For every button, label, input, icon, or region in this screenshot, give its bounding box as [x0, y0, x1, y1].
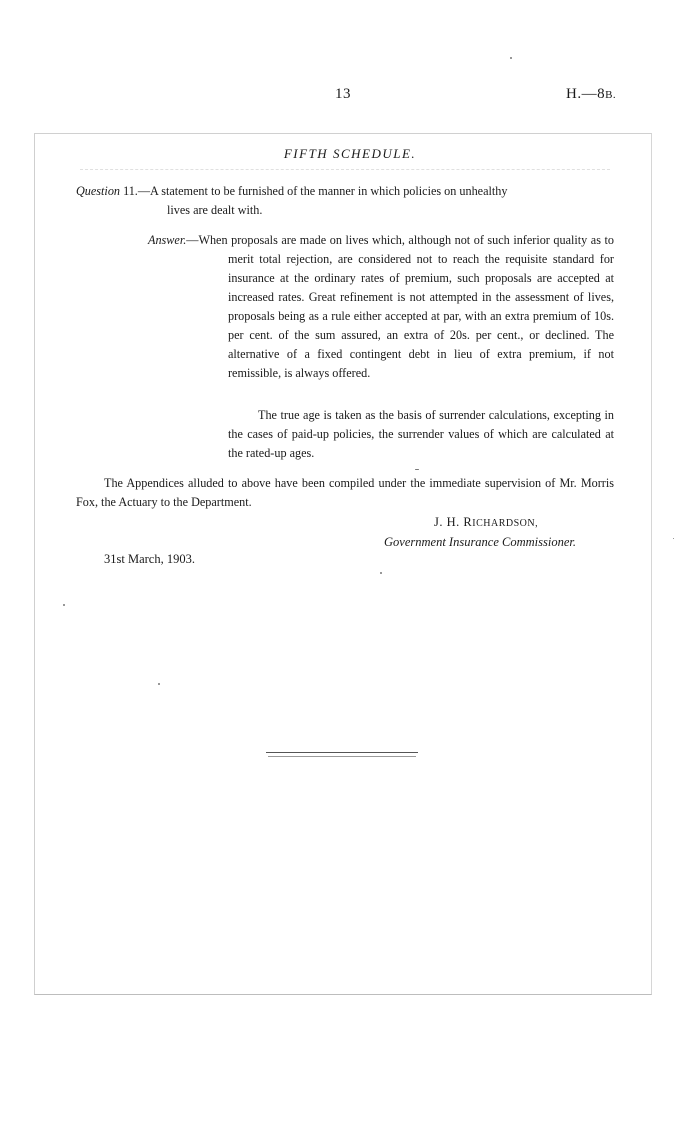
- signatory-title: Government Insurance Commissioner.: [384, 535, 576, 549]
- scan-speck: [415, 469, 419, 470]
- document-reference: [566, 86, 616, 103]
- scan-speck: [673, 538, 674, 539]
- signatory-initials: J. H.: [434, 515, 464, 529]
- question-label: Question: [76, 184, 121, 198]
- question-text-2: lives are dealt with.: [167, 203, 263, 217]
- appendices-note: The Appendices alluded to above have been compiled under the immediate supervision of Mr. Morris Fox, the Actuary to the Department.: [76, 476, 614, 509]
- scan-speck: [380, 572, 382, 574]
- question-text-1: 11.—A statement to be furnished of the manner in which policies on unhealthy: [120, 184, 508, 198]
- question-block: [76, 182, 614, 220]
- document-reference-main: H.—8: [566, 86, 606, 102]
- scan-speck: [510, 57, 512, 59]
- answer-label: Answer.: [148, 233, 187, 247]
- signatory-surname-initial: R: [463, 515, 473, 529]
- document-date: 31st March, 1903.: [104, 552, 195, 566]
- title-divider: [80, 169, 610, 170]
- signatory-surname-rest: ICHARDSON,: [472, 518, 539, 529]
- signatory-name: [434, 515, 538, 530]
- answer-paragraph-1: [148, 231, 614, 383]
- page-number: 13: [335, 86, 351, 102]
- answer-text-1: —When proposals are made on lives which, although not of such inferior quality as to merit total rejection, are considered not to reach the requisite standard for insurance at the ordinary rates of premium, such proposals are accepted at increased rates. Great refinement is not attempted in the assessment of lives, proposals being as a rule either accepted at par, with an extra premium of 10s. per cent. of the sum assured, an extra of 20s. per cent., or declined. The alternative of a fixed contingent debt in lieu of extra premium, if not remissible, is always offered.: [186, 233, 614, 380]
- question-line-1: [76, 182, 614, 201]
- scan-speck: [63, 604, 65, 606]
- closing-rule-bottom: [268, 756, 416, 757]
- answer-block: [148, 231, 614, 383]
- answer-paragraph-2: The true age is taken as the basis of surrender calculations, excepting in the cases of paid-up policies, the surrender values of which are calculated at the rated-up ages.: [228, 408, 614, 460]
- scan-speck: [158, 683, 160, 685]
- schedule-title: FIFTH SCHEDULE.: [283, 146, 417, 161]
- document-reference-suffix: B.: [605, 89, 617, 101]
- closing-rule-top: [266, 752, 418, 753]
